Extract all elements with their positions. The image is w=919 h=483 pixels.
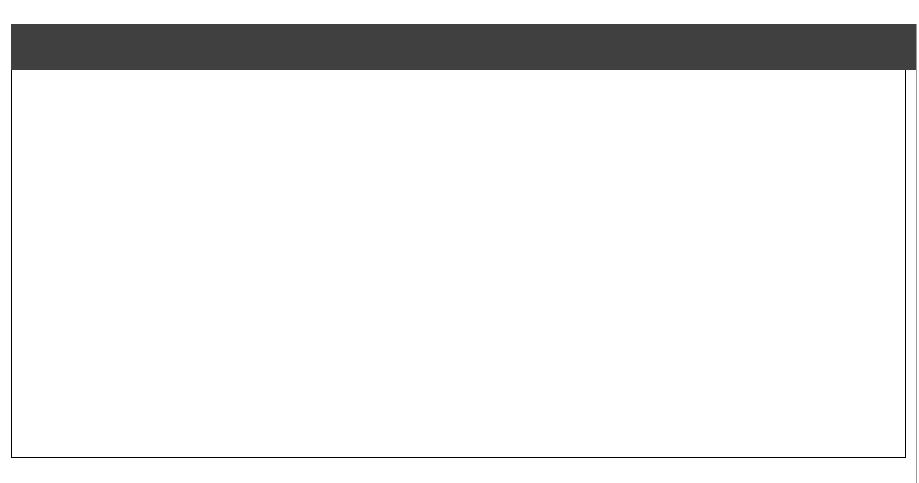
window-edge bbox=[916, 24, 917, 483]
table-border-right bbox=[905, 70, 906, 458]
table-border-left bbox=[11, 70, 12, 458]
title-bar bbox=[11, 24, 916, 41]
header-row bbox=[11, 41, 916, 70]
table-border-bottom bbox=[11, 457, 906, 458]
